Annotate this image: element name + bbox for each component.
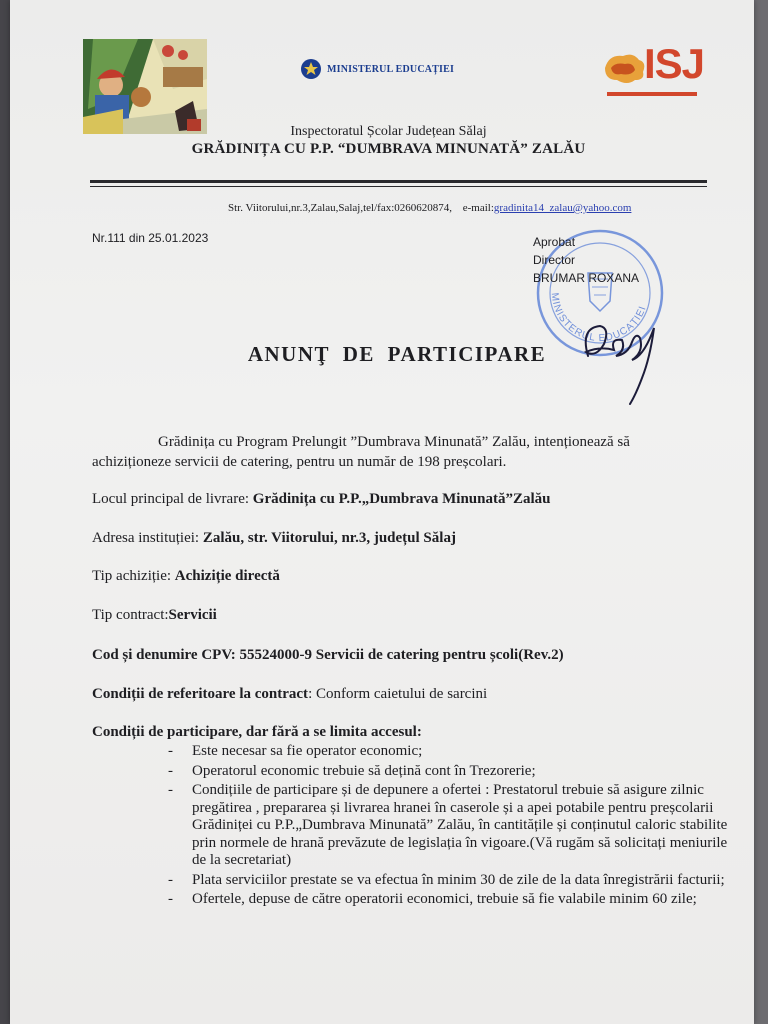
isj-logo-text: ISJ bbox=[644, 40, 705, 87]
list-item: - Este necesar sa fie operator economic; bbox=[168, 743, 423, 759]
background-right-edge bbox=[752, 0, 768, 1024]
email-label: e-mail: bbox=[462, 202, 494, 214]
approval-block bbox=[533, 233, 639, 287]
ministry-name: MINISTERUL EDUCAȚIEI bbox=[327, 63, 455, 75]
stamp-text: MINISTERUL EDUCAȚIEI bbox=[548, 292, 649, 345]
contract-value: Servicii bbox=[168, 607, 217, 623]
cpv-code: Cod și denumire CPV: 55524000-9 Servicii de catering pentru școli(Rev.2) bbox=[92, 647, 564, 663]
kindergarten-illustration bbox=[83, 39, 207, 134]
delivery-value: Grădinița cu P.P.„Dumbrava Minunată”Zalău bbox=[252, 491, 551, 507]
list-item: - Condițiile de participare și de depunere a ofertei : Prestatorul trebuie să asigure zilnic pregătirea , prepararea și livrarea hranei în caserole și a apei potabile pentru preșcolarii Grădiniței cu P.P.„Dumbrava Minunată” Zalău, în cantitățile și conținutul caloric stabilite prin normele de hrană prevăzute de legislația în vigoare.(Vă rugăm să solicitați meniurile de la secretariat) bbox=[168, 782, 728, 868]
header-divider-thin bbox=[90, 186, 707, 187]
contract-conditions-label: Condiții de referitoare la contract bbox=[92, 686, 309, 702]
address-label: Adresa instituției: bbox=[92, 530, 200, 546]
intro-paragraph: Grădinița cu Program Prelungit ”Dumbrava Minunată” Zalău, intenționează să achiziționeze servicii de catering, pentru un număr de 198 preșcolari. bbox=[92, 434, 630, 470]
contract-type bbox=[92, 607, 217, 624]
list-item: - Operatorul economic trebuie să dețină cont în Trezorerie; bbox=[168, 762, 536, 779]
contact-line bbox=[228, 202, 631, 214]
approval-role: Director bbox=[533, 253, 576, 267]
ministry-logo bbox=[300, 58, 454, 80]
school-name: GRĂDINIȚA CU P.P. “DUMBRAVA MINUNATĂ” ZALĂU bbox=[191, 141, 586, 157]
approval-name: BRUMAR ROXANA bbox=[533, 271, 640, 285]
address-text: Str. Viitorului,nr.3,Zalau,Salaj,tel/fax:0260620874, bbox=[228, 202, 453, 214]
address-value: Zalău, str. Viitorului, nr.3, județul Sălaj bbox=[202, 530, 456, 546]
delivery-label: Locul principal de livrare: bbox=[92, 491, 250, 507]
registration-number: Nr.111 din 25.01.2023 bbox=[92, 231, 209, 245]
email-link[interactable]: gradinita14_zalau@yahoo.com bbox=[493, 202, 632, 214]
delivery-location bbox=[92, 491, 550, 508]
document-page bbox=[10, 0, 754, 1024]
contract-conditions-value: : Conform caietului de sarcini bbox=[308, 686, 488, 702]
institution-address bbox=[92, 530, 456, 547]
contract-conditions bbox=[92, 686, 487, 703]
list-item: - Ofertele, depuse de către operatorii economici, trebuie să fie valabile minim 60 zile; bbox=[168, 891, 697, 907]
acquisition-label: Tip achiziție: bbox=[92, 568, 172, 584]
contract-label: Tip contract: bbox=[92, 607, 169, 623]
acquisition-type bbox=[92, 568, 280, 585]
participation-heading: Condiții de participare, dar fără a se limita accesul: bbox=[92, 724, 422, 740]
approval-label: Aprobat bbox=[533, 235, 576, 249]
participation-conditions-list bbox=[168, 743, 728, 911]
announcement-title: ANUNŢ DE PARTICIPARE bbox=[247, 342, 547, 366]
acquisition-value: Achiziție directă bbox=[174, 568, 280, 584]
header-divider bbox=[90, 180, 707, 183]
ministry-emblem-icon bbox=[300, 58, 322, 80]
inspectorate-name: Inspectoratul Școlar Județean Sălaj bbox=[290, 124, 487, 139]
list-item: - Plata serviciilor prestate se va efectua în minim 30 de zile de la data înregistrării facturii; bbox=[168, 871, 725, 888]
